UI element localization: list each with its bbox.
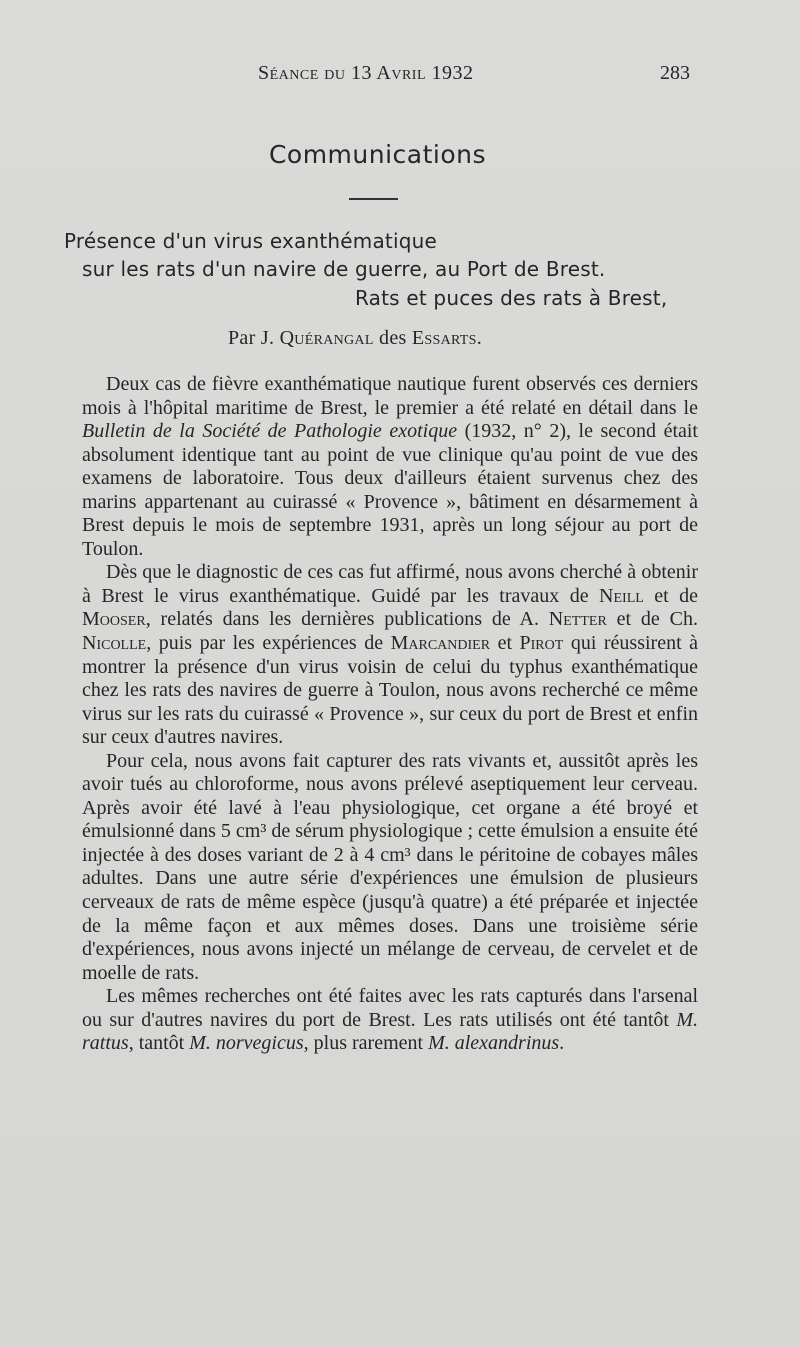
byline [228, 327, 482, 350]
species-name: M. alexandrinus [428, 1032, 560, 1055]
running-head: Séance du 13 Avril 1932 [258, 62, 474, 84]
author-name: Quérangal [279, 327, 374, 349]
article-title-line-2: sur les rats d'un navire de guerre, au Port de Brest. [82, 257, 606, 281]
page-number: 283 [660, 62, 690, 84]
title-rule [349, 198, 398, 200]
paragraph-2: Dès que le diagnostic de ces cas fut affirmé, nous avons cherché à obtenir à Brest le virus exanthématique. Guidé par les travaux de Neill et de Mooser, relatés dans les dernières publications de A. Netter et de Ch. Nicolle, puis par les expériences de Marcandier et Pirot qui réussirent à montrer la présence d'un virus voisin de celui du typhus exanthématique chez les rats des navires de guerre à Toulon, nous avons recherché ce même virus sur les rats du cuirassé « Provence », sur ceux du port de Brest et enfin sur ceux d'autres navires. [82, 561, 699, 749]
journal-title: Bulletin de la Société de Pathologie exotique [82, 420, 458, 443]
paragraph-1: Deux cas de fièvre exanthématique nautique furent observés ces derniers mois à l'hôpital maritime de Brest, le premier a été relaté en détail dans le Bulletin de la Société de Pathologie exotique (1932, n° 2), le second était absolument identique tant au point de vue clinique qu'au point de vue des examens de laboratoire. Tous deux d'ailleurs étaient survenus chez des marins appartenant au cuirassé « Provence », bâtiment en désarmement à Brest depuis le mois de septembre 1931, après un long séjour au port de Toulon. [82, 373, 698, 560]
author-ref: Neill [599, 584, 644, 607]
byline-prefix: Par J. [228, 327, 275, 349]
species-name: M. rattus [82, 1008, 698, 1055]
paragraph-4: Les mêmes recherches ont été faites avec les rats capturés dans l'arsenal ou sur d'autres navires du port de Brest. Les rats utilisés ont été tantôt M. rattus, tantôt M. norvegicus, plus rarement M. alexandrinus. [82, 985, 698, 1055]
paragraph-3: Pour cela, nous avons fait capturer des rats vivants et, aussitôt après les avoir tués au chloroforme, nous avons prélevé aseptiquement leur cerveau. Après avoir été lavé à l'eau physiologique, cet organe a été broyé et émulsionné dans 5 cm³ de sérum physiologique ; cette émulsion a ensuite été injectée à des doses variant de 2 à 4 cm³ dans le péritoine de cobayes mâles adultes. Dans une autre série d'expériences une émulsion de plusieurs cerveaux de rats de même espèce (jusqu'à quatre) a été préparée et injectée de la même façon et aux mêmes doses. Dans une troisième série d'expériences, nous avons injecté un mélange de cerveau, de cervelet et de moelle de rats. [82, 749, 698, 984]
author-particle: des [379, 327, 407, 349]
article-body [82, 373, 698, 1056]
article-title-line-3: Rats et puces des rats à Brest, [355, 286, 668, 310]
author-suffix: Essarts. [411, 327, 483, 349]
author-ref: Netter [548, 608, 607, 631]
author-ref: Marcandier [390, 632, 491, 655]
author-ref: Pirot [519, 632, 564, 655]
species-name: M. norvegicus [189, 1032, 304, 1055]
author-ref: Nicolle [82, 632, 147, 655]
article-title-line-1: Présence d'un virus exanthématique [64, 229, 437, 253]
section-title: Communications [268, 140, 487, 169]
author-ref: Mooser [82, 608, 146, 631]
